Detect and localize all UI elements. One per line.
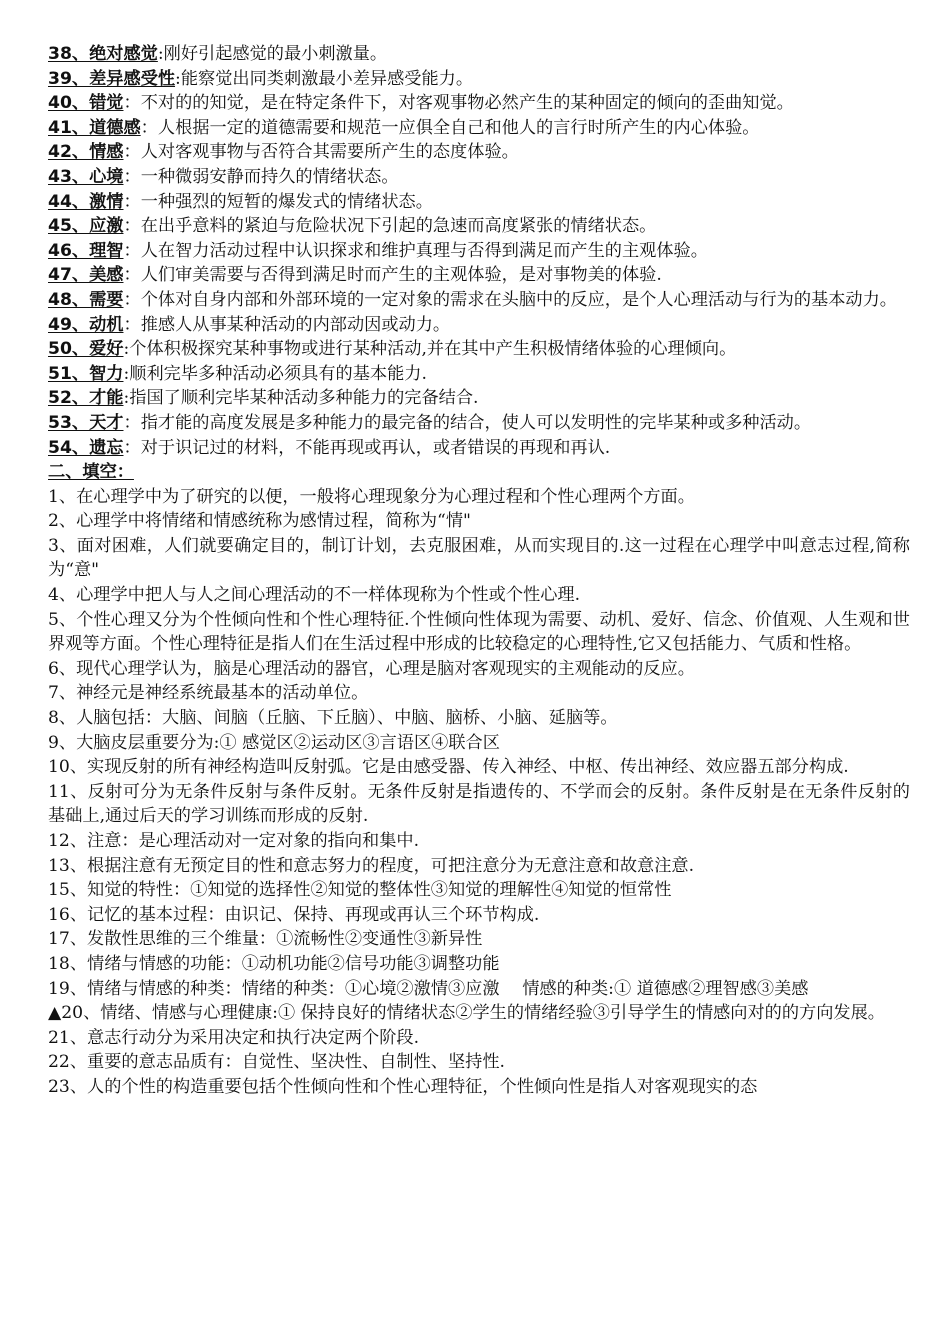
definition-term: 51、智力 bbox=[48, 363, 124, 384]
definition-separator: ： bbox=[123, 437, 141, 458]
definition-item bbox=[48, 313, 910, 338]
definition-separator: ： bbox=[140, 117, 158, 138]
definition-text: 指国了顺利完毕某种活动多种能力的完备结合. bbox=[129, 388, 479, 409]
definition-term: 47、美感 bbox=[48, 265, 124, 286]
definition-term: 50、爱好 bbox=[48, 339, 124, 360]
definition-item bbox=[48, 214, 910, 239]
definition-separator: : bbox=[123, 339, 130, 360]
definition-separator: : bbox=[123, 363, 130, 384]
definition-item bbox=[48, 239, 910, 264]
definition-separator: ： bbox=[123, 191, 141, 212]
definition-separator: : bbox=[123, 388, 130, 409]
definition-item bbox=[48, 42, 910, 67]
definition-term: 39、差异感受性 bbox=[48, 68, 176, 89]
definition-item bbox=[48, 337, 910, 362]
fill-item: 5、个性心理又分为个性倾向性和个性心理特征.个性倾向性体现为需要、动机、爱好、信念、价值观、人生观和世界观等方面。个性心理特征是指人们在生活过程中形成的比较稳定的心理特性,它又包括能力、气质和性格。 bbox=[48, 609, 910, 655]
definition-term: 52、才能 bbox=[48, 388, 124, 409]
definition-separator: ： bbox=[123, 289, 141, 310]
fill-item: 3、面对困难，人们就要确定目的，制订计划，去克服困难，从而实现目的.这一过程在心理学中叫意志过程,简称为“意" bbox=[48, 535, 910, 581]
definition-text: 推感人从事某种活动的内部动因或动力。 bbox=[140, 314, 451, 335]
definition-item bbox=[48, 362, 910, 387]
fill-item: 23、人的个性的构造重要包括个性倾向性和个性心理特征，个性倾向性是指人对客观现实的态 bbox=[48, 1076, 758, 1097]
definition-term: 38、绝对感觉 bbox=[48, 44, 158, 64]
definition-term: 43、心境 bbox=[48, 166, 124, 187]
definition-item bbox=[48, 190, 910, 215]
definition-separator: : bbox=[175, 68, 181, 89]
definition-text: 个体积极探究某种事物或进行某种活动,并在其中产生积极情绪体验的心理倾向。 bbox=[129, 339, 737, 360]
fill-item: 13、根据注意有无预定目的性和意志努力的程度，可把注意分为无意注意和故意注意. bbox=[48, 855, 695, 876]
definition-text: 一种强烈的短暂的爆发式的情绪状态。 bbox=[140, 191, 433, 212]
definition-text: 在出乎意料的紧迫与危险状况下引起的急速而高度紧张的情绪状态。 bbox=[140, 216, 657, 237]
definition-list bbox=[48, 42, 910, 460]
definition-item bbox=[48, 263, 910, 288]
definition-term: 46、理智 bbox=[48, 240, 124, 261]
definition-separator: ： bbox=[123, 166, 141, 187]
fill-item: ▲20、情绪、情感与心理健康:① 保持良好的情绪状态②学生的情绪经验③引导学生的情感向对的的方向发展。 bbox=[48, 1003, 885, 1024]
definition-text: 一种微弱安静而持久的情绪状态。 bbox=[140, 166, 399, 187]
definition-item bbox=[48, 165, 910, 190]
definition-item bbox=[48, 436, 910, 461]
section-heading: 二、填空： bbox=[48, 462, 134, 483]
fill-blank-list bbox=[48, 485, 910, 1100]
definition-term: 44、激情 bbox=[48, 191, 124, 212]
definition-item bbox=[48, 91, 910, 116]
definition-term: 48、需要 bbox=[48, 289, 124, 310]
definition-text: 对于识记过的材料，不能再现或再认，或者错误的再现和再认. bbox=[140, 437, 611, 458]
fill-item: 10、实现反射的所有神经构造叫反射弧。它是由感受器、传入神经、中枢、传出神经、效应器五部分构成. bbox=[48, 757, 849, 778]
definition-term: 53、天才 bbox=[48, 412, 124, 433]
definition-term: 40、错觉 bbox=[48, 93, 124, 114]
definition-separator: ： bbox=[123, 240, 141, 261]
definition-separator: ： bbox=[123, 314, 141, 335]
fill-item: 1、在心理学中为了研究的以便，一般将心理现象分为心理过程和个性心理两个方面。 bbox=[48, 486, 695, 507]
definition-term: 45、应激 bbox=[48, 216, 124, 237]
fill-item: 6、现代心理学认为，脑是心理活动的器官，心理是脑对客观现实的主观能动的反应。 bbox=[48, 658, 695, 679]
definition-item bbox=[48, 386, 910, 411]
definition-text: 人在智力活动过程中认识探求和维护真理与否得到满足而产生的主观体验。 bbox=[140, 240, 708, 261]
definition-term: 42、情感 bbox=[48, 142, 124, 163]
definition-term: 49、动机 bbox=[48, 314, 124, 335]
definition-item bbox=[48, 140, 910, 165]
fill-item: 22、重要的意志品质有：自觉性、坚决性、自制性、坚持性. bbox=[48, 1052, 506, 1073]
fill-item: 8、人脑包括：大脑、间脑（丘脑、下丘脑）、中脑、脑桥、小脑、延脑等。 bbox=[48, 708, 618, 729]
definition-separator: ： bbox=[123, 216, 141, 237]
definition-separator: : bbox=[157, 44, 164, 64]
definition-item bbox=[48, 411, 910, 436]
definition-separator: ： bbox=[123, 93, 141, 114]
fill-item: 16、记忆的基本过程：由识记、保持、再现或再认三个环节构成. bbox=[48, 904, 540, 925]
definition-text: 刚好引起感觉的最小刺激量。 bbox=[163, 44, 388, 64]
definition-term: 41、道德感 bbox=[48, 117, 141, 138]
fill-item: 9、大脑皮层重要分为:① 感觉区②运动区③言语区④联合区 bbox=[48, 732, 500, 753]
definition-text: 个体对自身内部和外部环境的一定对象的需求在头脑中的反应，是个人心理活动与行为的基本动力。 bbox=[140, 289, 897, 310]
definition-text: 能察觉出同类刺激最小差异感受能力。 bbox=[180, 68, 474, 89]
definition-item bbox=[48, 116, 910, 141]
definition-text: 人根据一定的道德需要和规范一应俱全自己和他人的言行时所产生的内心体验。 bbox=[157, 117, 760, 138]
definition-separator: ： bbox=[123, 265, 141, 286]
fill-item: 15、知觉的特性：①知觉的选择性②知觉的整体性③知觉的理解性④知觉的恒常性 bbox=[48, 880, 672, 901]
fill-item: 7、神经元是神经系统最基本的活动单位。 bbox=[48, 683, 369, 704]
fill-item: 4、心理学中把人与人之间心理活动的不一样体现称为个性或个性心理. bbox=[48, 585, 581, 606]
fill-item: 21、意志行动分为采用决定和执行决定两个阶段. bbox=[48, 1027, 420, 1048]
definition-text: 人对客观事物与否符合其需要所产生的态度体验。 bbox=[140, 142, 519, 163]
definition-text: 指才能的高度发展是多种能力的最完备的结合，使人可以发明性的完毕某种或多种活动。 bbox=[140, 412, 812, 433]
fill-item: 19、情绪与情感的种类：情绪的种类：①心境②激情③应激 情感的种类:① 道德感②理智感③美感 bbox=[48, 978, 809, 999]
fill-item: 12、注意：是心理活动对一定对象的指向和集中. bbox=[48, 831, 420, 851]
fill-item: 11、反射可分为无条件反射与条件反射。无条件反射是指遗传的、不学而会的反射。条件反射是在无条件反射的基础上,通过后天的学习训练而形成的反射. bbox=[48, 781, 910, 827]
definition-text: 不对的的知觉，是在特定条件下，对客观事物必然产生的某种固定的倾向的歪曲知觉。 bbox=[140, 93, 794, 114]
fill-item: 18、情绪与情感的功能：①动机功能②信号功能③调整功能 bbox=[48, 953, 500, 974]
definition-item bbox=[48, 67, 910, 92]
definition-text: 顺利完毕多种活动必须具有的基本能力. bbox=[129, 363, 427, 384]
definition-separator: ： bbox=[123, 142, 141, 163]
definition-item bbox=[48, 288, 910, 313]
definition-text: 人们审美需要与否得到满足时而产生的主观体验，是对事物美的体验. bbox=[140, 265, 662, 286]
fill-item: 2、心理学中将情绪和情感统称为感情过程，简称为“情" bbox=[48, 511, 471, 532]
definition-term: 54、遗忘 bbox=[48, 437, 124, 458]
fill-item: 17、发散性思维的三个维量：①流畅性②变通性③新异性 bbox=[48, 929, 483, 950]
definition-separator: ： bbox=[123, 412, 141, 433]
